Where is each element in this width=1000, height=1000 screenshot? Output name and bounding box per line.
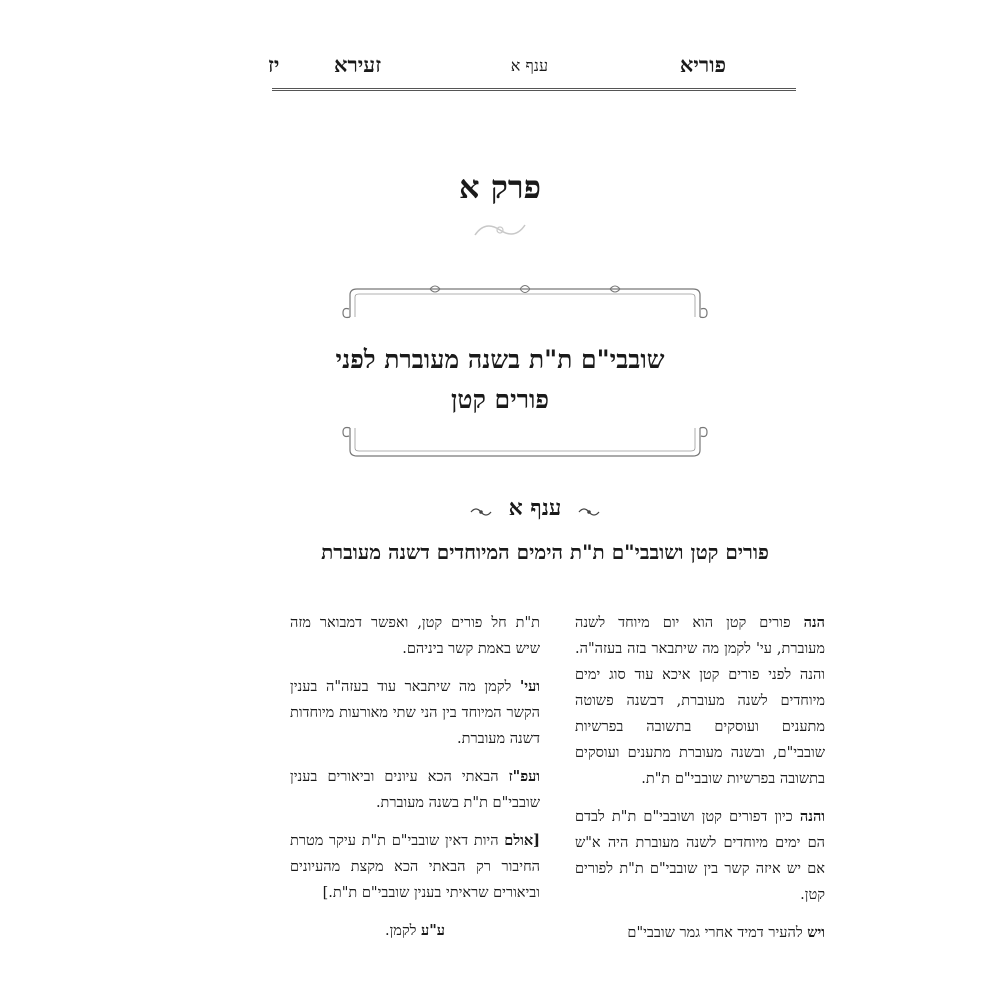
- section-title-line-2: פורים קטן: [451, 385, 549, 414]
- header-branch: ענף א: [510, 56, 548, 75]
- header-subtitle: זעירא: [334, 52, 382, 77]
- paragraph: ת"ת חל פורים קטן, ואפשר דמבואר מזה שיש באמת קשר ביניהם.: [290, 615, 540, 657]
- header-rule: [272, 88, 796, 91]
- paragraph: ועי' לקמן מה שיתבאר עוד בעזה"ה בענין הקשר המיוחד בין הני שתי מאורעות מיוחדות דשנה מעוברת.: [290, 678, 540, 747]
- flourish-ornament-icon: [470, 215, 530, 245]
- left-text-column: [290, 610, 540, 956]
- page-number: יז: [268, 52, 280, 77]
- subheading: פורים קטן ושובבי"ם ת"ת הימים המיוחדים דשנה מעוברת: [321, 540, 769, 564]
- right-text-column: [575, 610, 825, 958]
- chapter-title: פרק א: [459, 168, 541, 206]
- bottom-frame-ornament-icon: [335, 420, 715, 460]
- branch-title: ענף א: [508, 495, 562, 521]
- running-header: [268, 52, 800, 82]
- leaf-ornament-icon: [470, 505, 492, 519]
- top-frame-ornament-icon: [335, 285, 715, 325]
- section-title-line-1: שובבי"ם ת"ת בשנה מעוברת לפני: [335, 345, 665, 374]
- branch-heading: [470, 495, 600, 525]
- paragraph: ועפ"ז הבאתי הכא עיונים וביאורים בענין שובבי"ם ת"ת בשנה מעוברת.: [290, 768, 540, 811]
- paragraph: [אולם היות דאין שובבי"ם ת"ת עיקר מטרת החיבור רק הבאתי הכא מקצת מהעיונים וביאורים שראיתי בענין שובבי"ם ת"ת.]: [290, 832, 540, 901]
- paragraph: ויש להעיר דמיד אחרי גמר שובבי"ם: [627, 924, 825, 941]
- header-book-title: פוריא: [679, 52, 726, 77]
- leaf-ornament-icon: [578, 505, 600, 519]
- paragraph: הנה פורים קטן הוא יום מיוחד לשנה מעוברת, עי' לקמן מה שיתבאר בזה בעזה"ה. והנה לפני פורים קטן איכא עוד סוג ימים מיוחדים לשנה מעוברת, דבשנה פשוטה מתענים ועוסקים בתשובה בפרשיות שובבי"ם, ובשנה מעוברת מתענים ועוסקים בתשובה בפרשיות שובבי"ם ת"ת.: [575, 614, 825, 787]
- section-title: [300, 340, 700, 420]
- paragraph: והנה כיון דפורים קטן ושובבי"ם ת"ת לבדם הם ימים מיוחדים לשנה מעוברת היה א"ש אם יש איזה קשר בין שובבי"ם ת"ת לפורים קטן.: [575, 808, 825, 903]
- closing-reference: ע"ע לקמן.: [384, 922, 446, 939]
